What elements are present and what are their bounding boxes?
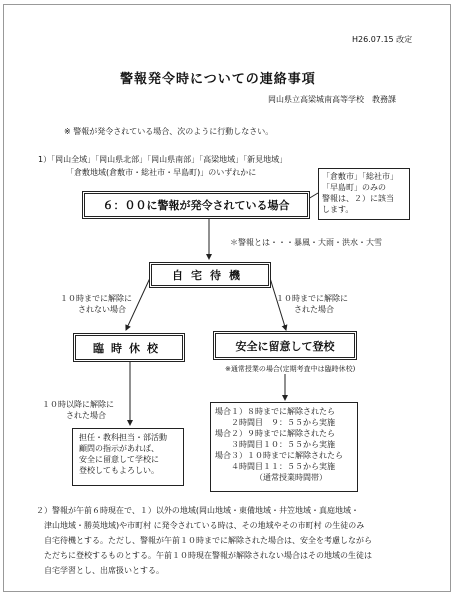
advisor-instruction-box bbox=[72, 428, 184, 486]
right-condition-line: １０時までに解除に bbox=[276, 294, 348, 303]
schedule-line: ４時間目１１：５５から実施 bbox=[215, 462, 335, 471]
left-condition bbox=[60, 293, 132, 315]
home-standby-text: 自宅待機 bbox=[172, 269, 248, 282]
right-condition bbox=[276, 293, 348, 315]
revision-date: H26.07.15 改定 bbox=[352, 35, 413, 44]
side-note-line: 「早島町」のみの bbox=[322, 183, 386, 192]
advisor-line: 担任・教科担当・部活動 bbox=[79, 433, 167, 442]
advisor-line: 安全に留意して学校に bbox=[79, 455, 159, 464]
section2-line: ただちに登校するものとする。午前１０時現在警報が解除されない場合はその地域の生徒は bbox=[44, 551, 372, 560]
alert-definition: ＊警報とは・・・暴風・大雨・洪水・大雪 bbox=[230, 238, 382, 247]
section1-line2: 「倉敷地域(倉敷市・総社市・早島町)」のいずれかに bbox=[66, 168, 257, 177]
schedule-line: ２時間目 ９：５５から実施 bbox=[215, 418, 335, 427]
section2-line: 津山地域・勝英地域)や市町村 に発令されている時は、その地域やその市町村 の生徒のみ bbox=[44, 521, 365, 530]
temporary-closure-text: 臨時休校 bbox=[93, 341, 165, 355]
alert-condition-text: ６：００に警報が発令されている場合 bbox=[102, 199, 290, 212]
schedule-line: （通常授業時間帯） bbox=[255, 473, 327, 482]
after10-condition bbox=[42, 399, 114, 421]
side-note-line: 警報は、２）に該当 bbox=[322, 194, 394, 203]
section2-line: 自宅学習とし、出席扱いとする。 bbox=[44, 566, 164, 575]
section2-paragraph bbox=[36, 503, 372, 578]
page-title: 警報発令時についての連絡事項 bbox=[120, 72, 316, 87]
advisor-line: 顧問の指示があれば、 bbox=[79, 444, 159, 453]
left-condition-line: されない場合 bbox=[78, 305, 126, 314]
side-note-line: 「倉敷市」「総社市」 bbox=[322, 172, 398, 181]
schedule-box bbox=[210, 402, 358, 492]
home-standby-box bbox=[149, 262, 271, 288]
notice-line: ※ 警報が発令されている場合、次のように行動しなさい。 bbox=[64, 127, 274, 136]
temporary-closure-box bbox=[73, 333, 185, 362]
schedule-line: 場合３）１０時までに解除されたら bbox=[215, 451, 343, 460]
attend-note: ※通常授業の場合(定期考査中は臨時休校) bbox=[225, 365, 356, 373]
section1-line1: 1）「岡山全域」「岡山県北部」「岡山県南部」「高梁地域」「新見地域」 bbox=[38, 155, 288, 164]
after10-line: １０時以降に解除に bbox=[42, 400, 114, 409]
alert-condition-box bbox=[82, 191, 310, 219]
after10-line: された場合 bbox=[66, 411, 106, 420]
schedule-line: 場合２）９時までに解除されたら bbox=[215, 429, 335, 438]
side-note-line: します。 bbox=[322, 205, 354, 214]
left-condition-line: １０時までに解除に bbox=[60, 294, 132, 303]
schedule-line: 場合１）８時までに解除されたら bbox=[215, 407, 335, 416]
section2-line: 自宅待機とする。ただし、警報が午前１０時までに解除された場合は、安全を考慮しながら bbox=[44, 536, 372, 545]
advisor-line: 登校してもよろしい。 bbox=[79, 466, 159, 475]
side-note-box bbox=[318, 168, 410, 220]
right-condition-line: された場合 bbox=[294, 305, 334, 314]
attend-safely-text: 安全に留意して登校 bbox=[235, 339, 335, 353]
attend-safely-box bbox=[213, 331, 357, 360]
section2-line: ２）警報が午前６時現在で、１）以外の地域(岡山地域・東備地域・井笠地域・真庭地域・ bbox=[36, 506, 359, 515]
school-department: 岡山県立高梁城南高等学校 教務課 bbox=[268, 95, 396, 104]
schedule-line: ３時間目１０：５５から実施 bbox=[215, 440, 335, 449]
